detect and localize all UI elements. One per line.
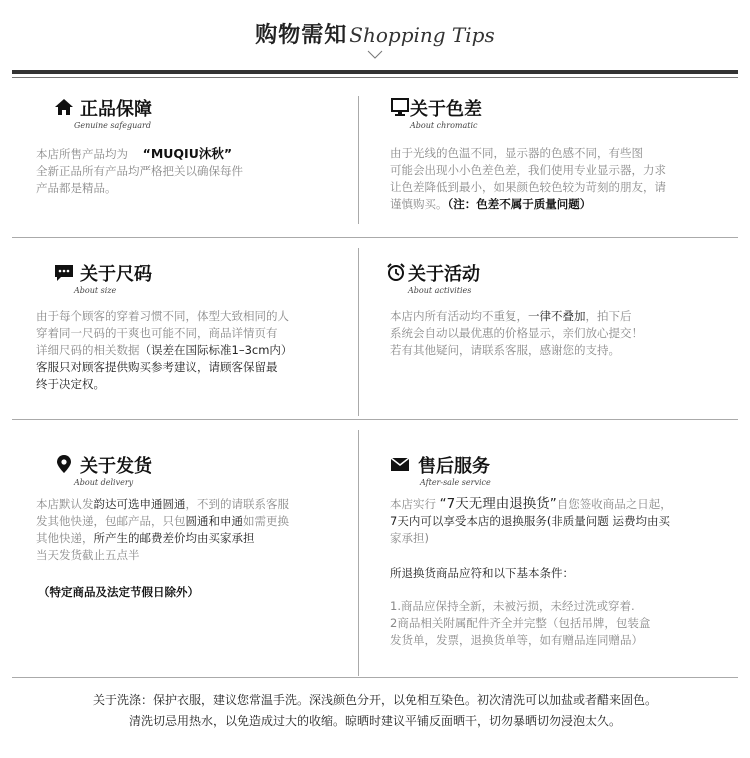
- quality-line2: 全新正品所有产品均严格把关以确保每件: [36, 164, 243, 178]
- activity-line3: 若有其他疑问，请联系客服，感谢您的支持。: [390, 343, 620, 357]
- section-shipping: [36, 452, 354, 601]
- color-line2: 可能会出现小小色差色差，我们使用专业显示器，力求: [390, 163, 666, 177]
- header-divider-thick: [12, 70, 738, 74]
- size-line1: 由于每个顾客的穿着习惯不同，体型大致相同的人: [36, 309, 289, 323]
- activity-no-stack: 一律不叠加: [528, 309, 586, 323]
- section-subtitle: About delivery: [74, 478, 134, 487]
- aftersale-conditions-title: 所退换货商品应符和以下基本条件：: [390, 566, 574, 580]
- grid-divider-horizontal: [12, 419, 738, 420]
- page-title: [0, 18, 750, 49]
- shipping-line2-end: 如需更换: [243, 514, 289, 528]
- aftersale-line1-end: 自您签收商品之日起，: [556, 497, 672, 511]
- color-line4: 谨慎购买。: [390, 197, 448, 211]
- section-subtitle: After-sale service: [420, 478, 491, 487]
- aftersale-line2: 7天内可以享受本店的退换服务(非质量问题 运费均由买: [390, 514, 670, 528]
- section-quality: [36, 95, 354, 197]
- activity-line1: 本店内所有活动均不重复，: [390, 309, 528, 323]
- brand-name: “MUQIU沐秋”: [142, 146, 233, 161]
- section-size: [36, 260, 354, 393]
- washing-line1: 关于洗涤：保护衣服，建议您常温手洗。深浅颜色分开，以免相互染色。初次清洗可以加盐或者醋来固色。: [92, 693, 657, 707]
- aftersale-line1: 本店实行: [390, 497, 436, 511]
- grid-divider-horizontal: [12, 677, 738, 678]
- section-subtitle: About chromatic: [410, 121, 478, 130]
- size-line5: 终于决定权。: [36, 377, 105, 391]
- activity-line1-end: ，拍下后: [585, 309, 632, 323]
- monitor-icon: [390, 97, 410, 117]
- shipping-free-carriers: 圆通和申通: [185, 514, 243, 528]
- shipping-line1-end: ，不到的请联系客服: [185, 497, 289, 511]
- header-divider-thin: [12, 77, 738, 78]
- home-icon: [54, 97, 74, 117]
- shipping-line2: 发其他快递，包邮产品，只包: [36, 514, 186, 528]
- section-color: [390, 95, 708, 213]
- color-line3: 让色差降低到最小，如果颜色较色较为苛刻的朋友，请: [390, 180, 666, 194]
- section-subtitle: About size: [74, 286, 117, 295]
- shipping-line3: 其他快递，: [36, 531, 94, 545]
- shipping-exception-note: （特定商品及法定节假日除外）: [38, 585, 199, 599]
- section-title: 关于发货: [80, 456, 152, 477]
- section-title: 关于活动: [408, 264, 480, 285]
- section-title: 关于尺码: [80, 264, 152, 285]
- section-subtitle: Genuine safeguard: [74, 121, 151, 130]
- aftersale-condition-1: 1.商品应保持全新，未被污损，未经过洗或穿着.: [390, 599, 635, 613]
- aftersale-condition-3: 发货单，发票，退换货单等，如有赠品连同赠品）: [390, 633, 643, 647]
- grid-divider-horizontal: [12, 237, 738, 238]
- shipping-fee-note: 所产生的邮费差价均由买家承担: [93, 531, 255, 545]
- envelope-icon: [390, 454, 410, 474]
- aftersale-return-policy: “7天无理由退换货”: [439, 496, 557, 512]
- section-activity: [390, 260, 708, 359]
- color-line1: 由于光线的色温不同，显示器的色感不同，有些图: [390, 146, 643, 160]
- size-line4: 客服只对顾客提供购买参考建议，请顾客保留最: [36, 360, 278, 374]
- quality-line1: 本店所售产品均为: [36, 147, 128, 161]
- section-aftersale: [390, 452, 708, 649]
- section-subtitle: About activities: [408, 286, 472, 295]
- quality-line3: 产品都是精品。: [36, 181, 117, 195]
- size-tolerance: （误差在国际标准1–3cm内）: [139, 343, 293, 357]
- chat-icon: [54, 262, 74, 282]
- aftersale-condition-2: 2商品相关附属配件齐全并完整（包括吊牌，包装盒: [390, 616, 651, 630]
- aftersale-line3: 家承担): [390, 531, 429, 545]
- size-line3: 详细尺码的相关数据: [36, 343, 140, 357]
- size-line2: 穿着同一尺码的干爽也可能不同，商品详情页有: [36, 326, 278, 340]
- section-title: 正品保障: [80, 99, 152, 120]
- page-header: [0, 0, 750, 72]
- section-title: 售后服务: [418, 456, 490, 477]
- location-pin-icon: [54, 454, 74, 474]
- shipping-carriers: 韵达可选申通圆通: [93, 497, 186, 511]
- washing-line2: 清洗切忌用热水，以免造成过大的收缩。晾晒时建议平铺反面晒干，切勿暴晒切勿浸泡太久。: [128, 714, 621, 728]
- color-disclaimer: （注：色差不属于质量问题）: [447, 197, 592, 211]
- chevron-down-icon: [367, 50, 383, 60]
- washing-instructions: [12, 690, 738, 732]
- shipping-line1: 本店默认发: [36, 497, 94, 511]
- shipping-line4: 当天发货截止五点半: [36, 548, 140, 562]
- page-title-en: Shopping Tips: [349, 23, 495, 47]
- alarm-clock-icon: [386, 262, 406, 282]
- page-title-cn: 购物需知: [255, 23, 348, 48]
- section-title: 关于色差: [410, 99, 482, 120]
- activity-line2: 系统会自动以最优惠的价格显示，亲们放心提交！: [390, 326, 643, 340]
